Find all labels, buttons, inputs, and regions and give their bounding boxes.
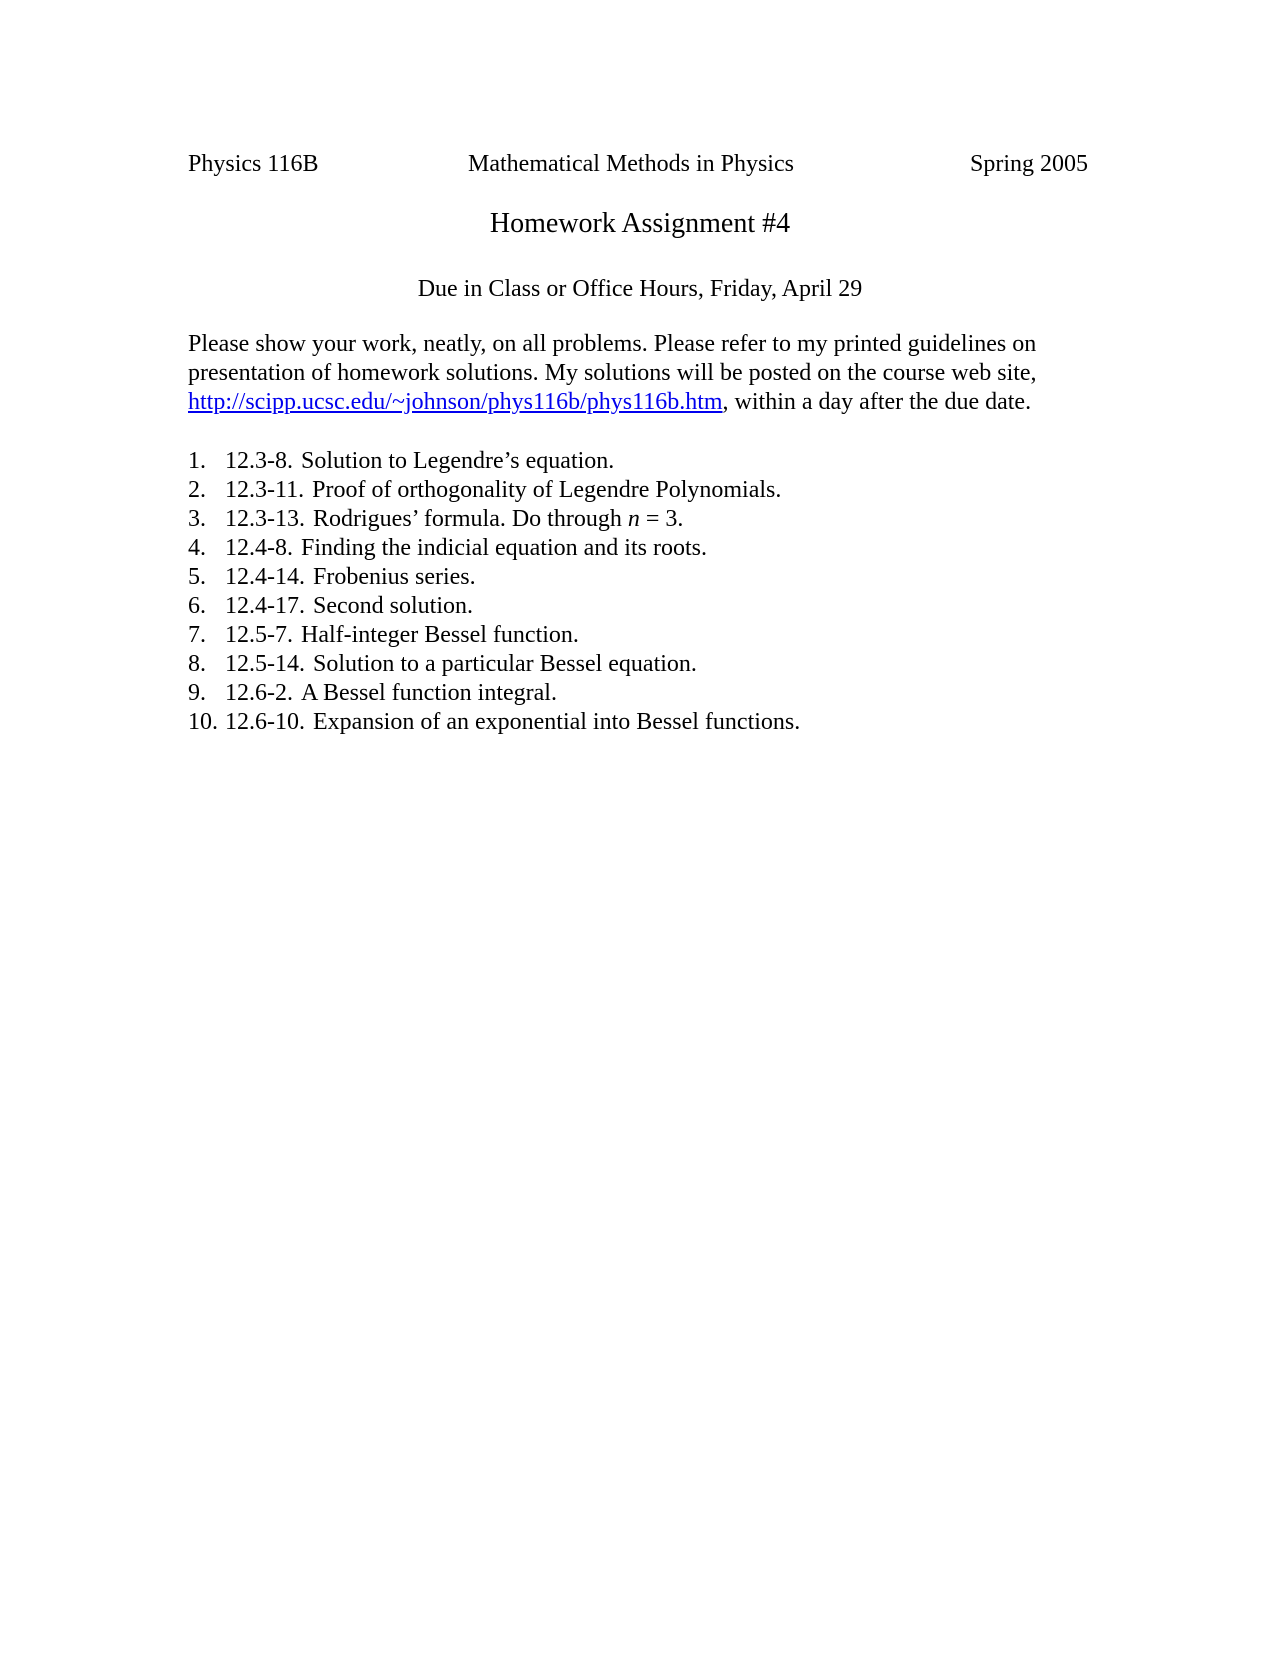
problem-description: Proof of orthogonality of Legendre Polynomials. [312, 477, 782, 503]
problem-description: Solution to a particular Bessel equation. [313, 651, 697, 677]
list-item [188, 679, 1088, 708]
math-expression-tail: = 3. [639, 506, 684, 532]
problem-number: 7. [188, 622, 206, 648]
problem-number: 9. [188, 680, 206, 706]
assignment-title: Homework Assignment #4 [489, 208, 791, 239]
problem-reference: 12.3-8. [225, 448, 293, 474]
list-item [188, 650, 1088, 679]
due-date: Due in Class or Office Hours, Friday, April 29 [417, 276, 863, 302]
list-item [188, 447, 1088, 476]
list-item [188, 708, 1088, 737]
instructions-paragraph [188, 330, 1098, 417]
problem-number: 6. [188, 593, 206, 619]
list-item [188, 621, 1088, 650]
problem-reference: 12.5-7. [225, 622, 293, 648]
problem-reference: 12.4-8. [225, 535, 293, 561]
math-variable: n [627, 506, 640, 532]
problem-number: 4. [188, 535, 206, 561]
course-number: Physics 116B [188, 151, 319, 177]
course-website-link[interactable]: http://scipp.ucsc.edu/~johnson/phys116b/phys116b.htm [188, 389, 723, 415]
problem-number: 3. [188, 506, 206, 532]
problem-reference: 12.3-11. [225, 477, 305, 503]
problem-description: Second solution. [313, 593, 473, 619]
instructions-line-1: Please show your work, neatly, on all problems. Please refer to my printed guidelines on [188, 331, 1037, 357]
problem-description: Half-integer Bessel function. [301, 622, 579, 648]
problem-description: Solution to Legendre’s equation. [301, 448, 615, 474]
problem-number: 1. [188, 448, 206, 474]
problem-reference: 12.3-13. [225, 506, 305, 532]
term: Spring 2005 [969, 151, 1088, 177]
problem-reference: 12.6-10. [225, 709, 305, 735]
list-item [188, 505, 1088, 534]
instructions-line-3-tail: , within a day after the due date. [722, 389, 1032, 415]
problem-number: 5. [188, 564, 206, 590]
problem-number: 10. [188, 709, 218, 735]
problem-reference: 12.4-17. [225, 593, 305, 619]
problem-description: A Bessel function integral. [301, 680, 557, 706]
instructions-line-2: presentation of homework solutions. My solutions will be posted on the course web site, [188, 360, 1037, 386]
problem-list [188, 447, 1088, 737]
list-item [188, 592, 1088, 621]
problem-description: Expansion of an exponential into Bessel functions. [313, 709, 801, 735]
list-item [188, 534, 1088, 563]
problem-reference: 12.5-14. [225, 651, 305, 677]
problem-number: 2. [188, 477, 206, 503]
problem-reference: 12.6-2. [225, 680, 293, 706]
problem-description: Finding the indicial equation and its roots. [301, 535, 707, 561]
problem-number: 8. [188, 651, 206, 677]
list-item [188, 563, 1088, 592]
problem-description: Frobenius series. [313, 564, 476, 590]
instructions-line-3 [188, 388, 1098, 417]
page-header [188, 148, 1088, 180]
list-item [188, 476, 1088, 505]
problem-description: Rodrigues’ formula. Do through [313, 506, 622, 532]
course-title: Mathematical Methods in Physics [468, 151, 794, 177]
problem-reference: 12.4-14. [225, 564, 305, 590]
